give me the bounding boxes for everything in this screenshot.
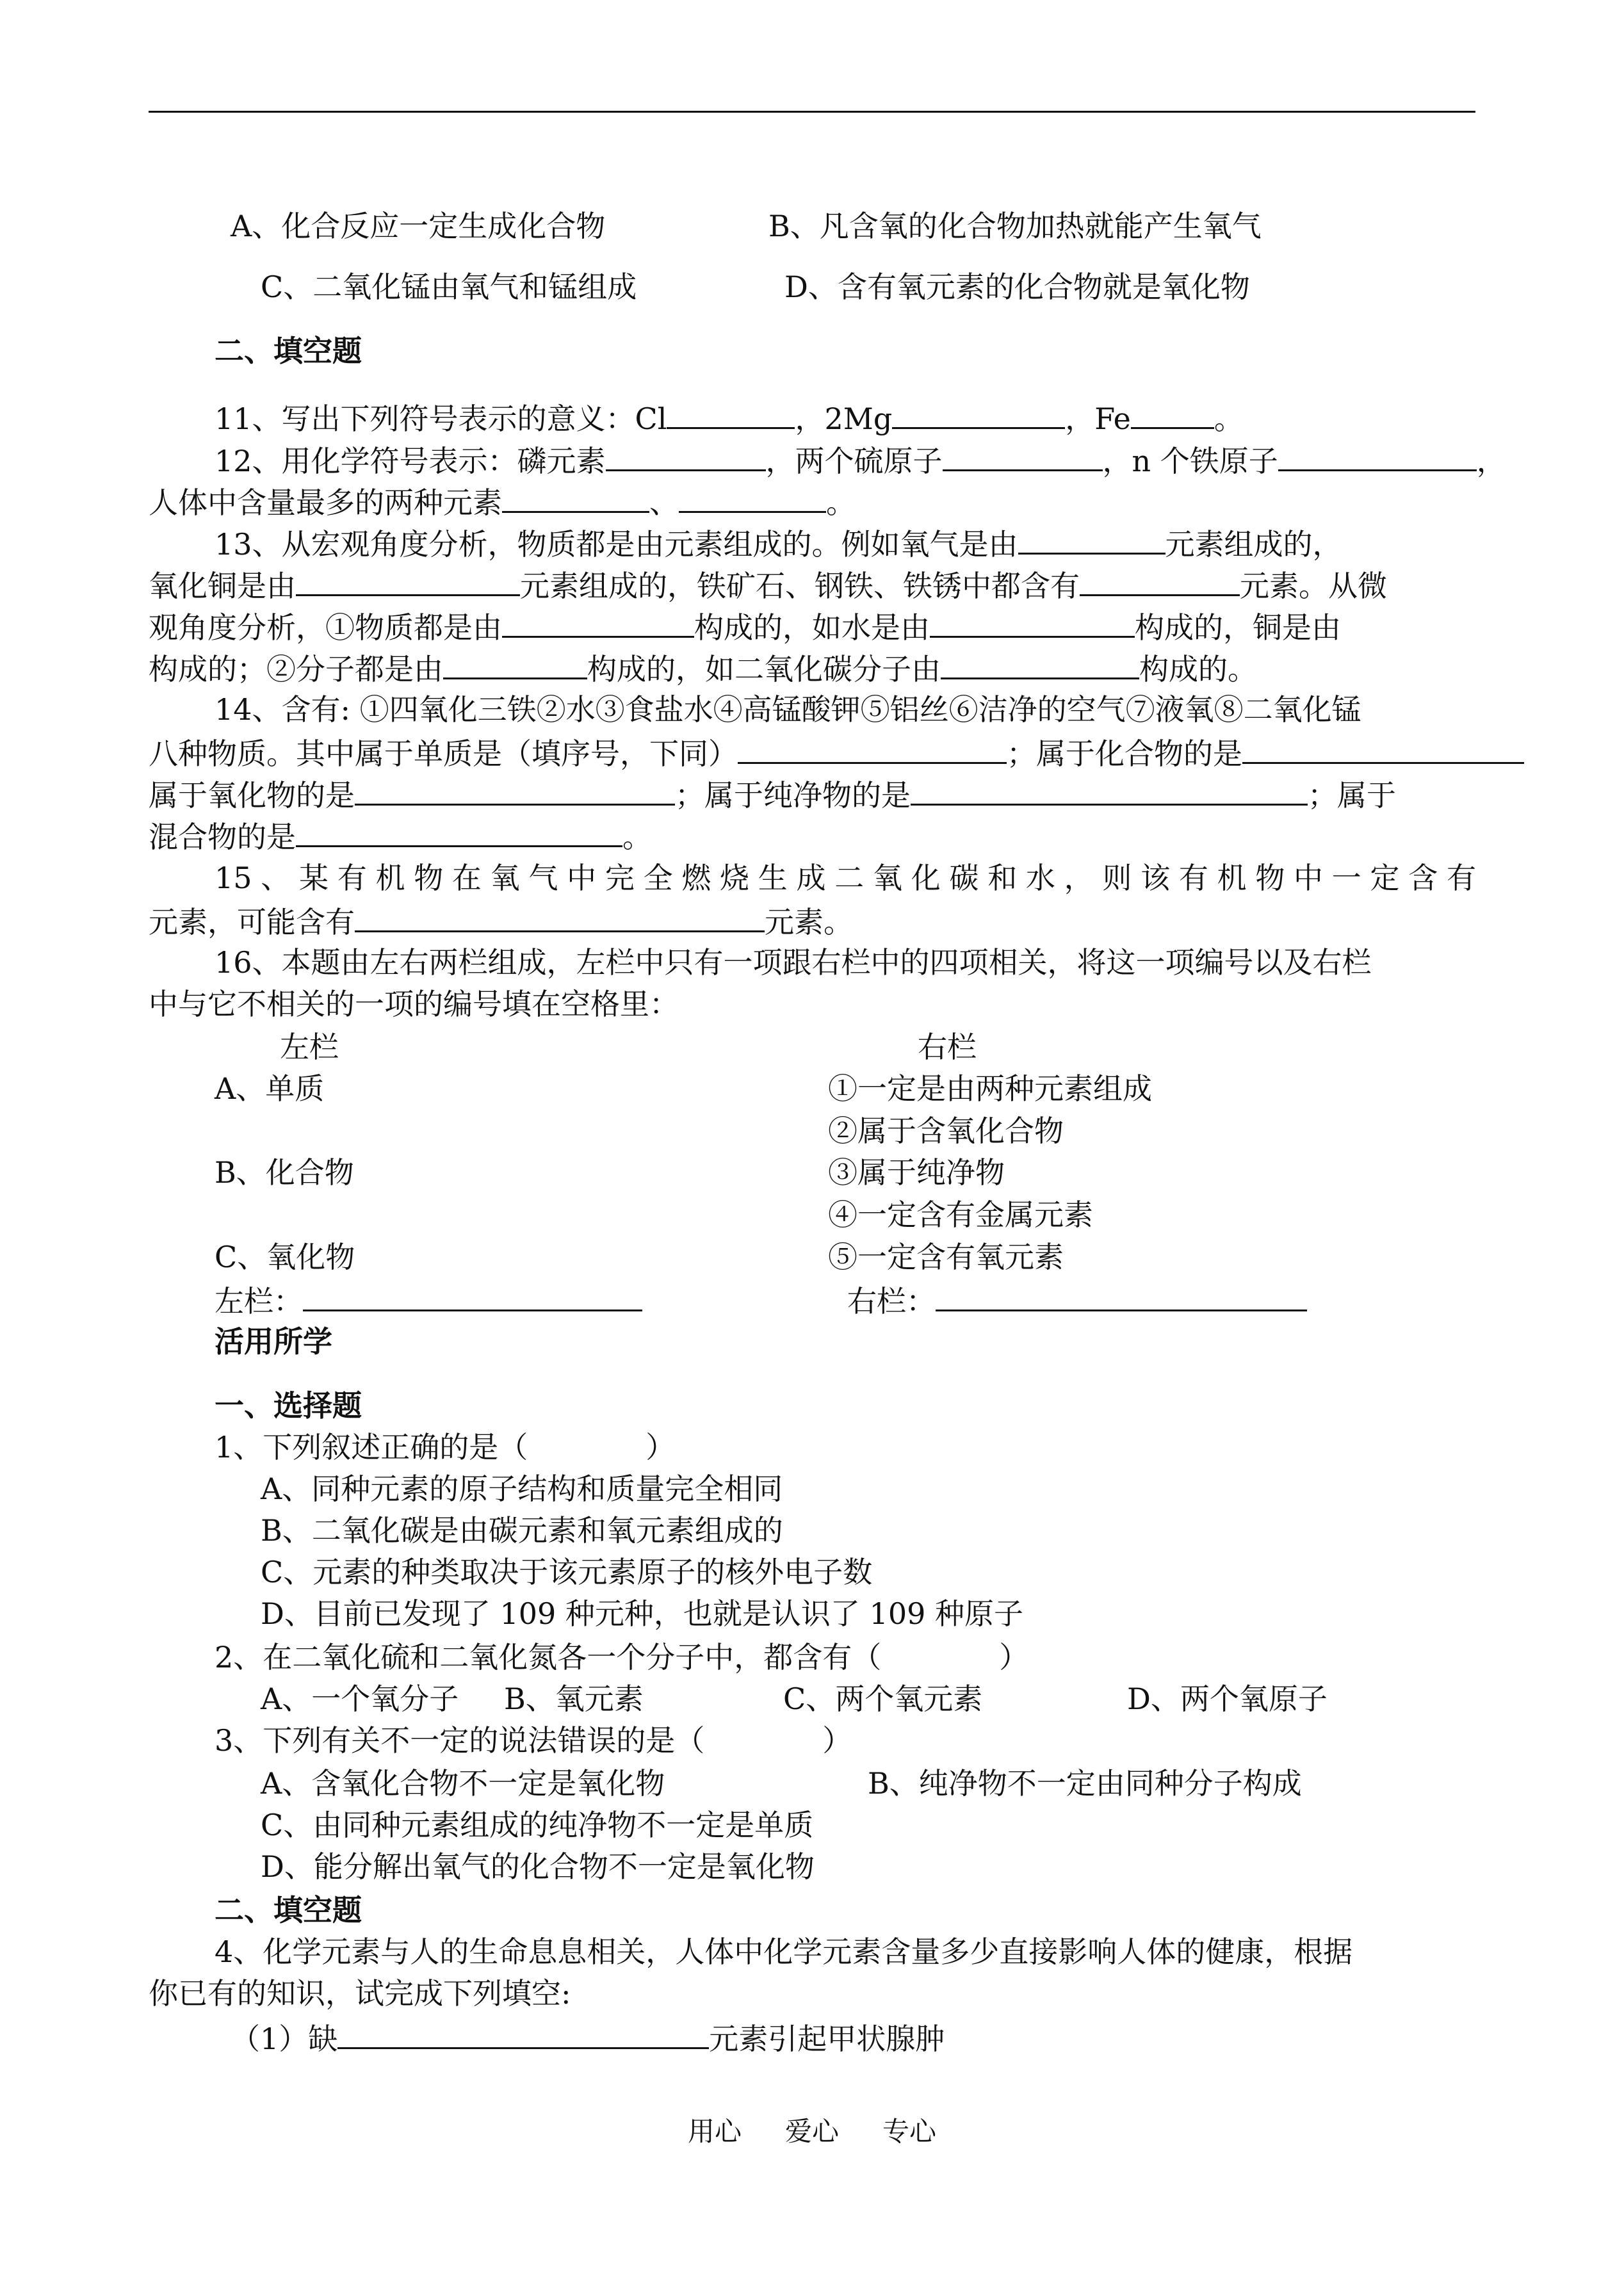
- q13-line-4: [149, 652, 1257, 684]
- c4-text-3a: （1）缺: [231, 2022, 338, 2056]
- footer-word: 爱心: [784, 2116, 839, 2147]
- q15-text-1: 15、某有机物在氧气中完全燃烧生成二氧化碳和水，则该有机物中一定含有: [215, 861, 1476, 895]
- q13-text-3a: 观角度分析，①物质都是由: [149, 610, 502, 645]
- c2-option-c: C、两个氧元素: [783, 1682, 983, 1716]
- q13-blank-6[interactable]: [443, 652, 587, 679]
- q13-text-3b: 构成的，如水是由: [694, 610, 930, 645]
- q13-blank-7[interactable]: [941, 652, 1139, 679]
- q14-text-3c: ；属于: [1308, 778, 1396, 813]
- c1-option-d: D、目前已发现了 109 种元种，也就是认识了 109 种原子: [261, 1596, 1023, 1631]
- q16-right-item: ③属于纯净物: [828, 1155, 1005, 1190]
- q16-left-answer: [215, 1284, 642, 1316]
- q14-blank-1[interactable]: [738, 736, 1007, 764]
- c4-line-3: [231, 2022, 945, 2054]
- q14-line-4: [149, 820, 652, 852]
- q14-text-3a: 属于氧化物的是: [149, 778, 355, 813]
- q16-left-answer-label: 左栏：: [215, 1284, 303, 1318]
- c3-option-d: D、能分解出氧气的化合物不一定是氧化物: [261, 1849, 815, 1884]
- q13-text-4b: 构成的，如二氧化碳分子由: [587, 652, 941, 686]
- c4-text-3b: 元素引起甲状腺肿: [709, 2022, 945, 2056]
- c4-blank-1[interactable]: [337, 2022, 709, 2049]
- c1-option-a: A、同种元素的原子结构和质量完全相同: [261, 1472, 783, 1506]
- header-rule: [149, 111, 1475, 113]
- q15-blank-1[interactable]: [355, 905, 765, 932]
- q16-right-item: ②属于含氧化合物: [828, 1114, 1064, 1148]
- q14-line-3: [149, 778, 1396, 813]
- q11-text-3: ，Fe: [1065, 401, 1131, 436]
- c3-stem: 3、下列有关不一定的说法错误的是（ ）: [215, 1723, 852, 1758]
- c4-line-1: 4、化学元素与人的生命息息相关，人体中化学元素含量多少直接影响人体的健康，根据: [215, 1934, 1353, 1969]
- q14-blank-5[interactable]: [296, 820, 622, 847]
- q14-line-2: [149, 736, 1524, 771]
- q14-blank-2[interactable]: [1242, 736, 1524, 764]
- q15-text-2a: 元素，可能含有: [149, 905, 355, 939]
- q12-blank-5[interactable]: [679, 485, 826, 513]
- q16-right-item: ④一定含有金属元素: [828, 1197, 1093, 1232]
- q13-text-2b: 元素组成的，铁矿石、钢铁、铁锈中都含有: [520, 569, 1080, 603]
- q14-text-2b: ；属于化合物的是: [1007, 736, 1242, 771]
- q16-left-item: A、单质: [215, 1071, 325, 1106]
- q13-text-3c: 构成的，铜是由: [1135, 610, 1341, 645]
- c1-option-c: C、元素的种类取决于该元素原子的核外电子数: [261, 1555, 873, 1589]
- q12-blank-1[interactable]: [606, 444, 766, 471]
- q13-text-2c: 元素。从微: [1240, 569, 1387, 603]
- q11-text-4: 。: [1214, 401, 1244, 436]
- q10-option-c: C、二氧化锰由氧气和锰组成: [261, 270, 637, 304]
- q16-line-2: 中与它不相关的一项的编号填在空格里：: [149, 987, 679, 1021]
- footer-word: 专心: [882, 2116, 937, 2147]
- q14-blank-3[interactable]: [355, 778, 675, 806]
- q13-line-3: [149, 610, 1341, 645]
- q16-right-item: ⑤一定含有氧元素: [828, 1240, 1064, 1274]
- q13-text-1a: 13、从宏观角度分析，物质都是由元素组成的。例如氧气是由: [215, 527, 1018, 562]
- section-heading-fill-blank: 二、填空题: [215, 334, 362, 368]
- q11-blank-2[interactable]: [892, 401, 1065, 429]
- q14-text-2a: 八种物质。其中属于单质是（填序号，下同）: [149, 736, 738, 771]
- q12-line-1: [215, 444, 1506, 476]
- q13-text-1b: 元素组成的，: [1165, 527, 1342, 562]
- q11-text-1: 11、写出下列符号表示的意义：Cl: [215, 401, 667, 436]
- q13-blank-4[interactable]: [502, 610, 694, 638]
- q16-right-header: 右栏: [918, 1030, 977, 1064]
- c2-option-d: D、两个氧原子: [1127, 1682, 1328, 1716]
- footer-word: 用心: [687, 2116, 742, 2147]
- q12-text-2: ，两个硫原子: [765, 444, 943, 478]
- q12-text-5: 人体中含量最多的两种元素: [149, 485, 502, 520]
- c3-option-c: C、由同种元素组成的纯净物不一定是单质: [261, 1808, 814, 1842]
- q10-option-d: D、含有氧元素的化合物就是氧化物: [784, 270, 1250, 304]
- section-heading-choice: 一、选择题: [215, 1388, 362, 1423]
- q12-text-1: 12、用化学符号表示：磷元素: [215, 444, 606, 478]
- q16-right-answer: [847, 1284, 1307, 1316]
- q11-blank-1[interactable]: [667, 401, 795, 429]
- q14-text-4a: 混合物的是: [149, 820, 296, 854]
- q10-option-a: A、化合反应一定生成化合物: [231, 209, 606, 243]
- c2-option-a: A、一个氧分子: [261, 1682, 459, 1716]
- q16-line-1: 16、本题由左右两栏组成，左栏中只有一项跟右栏中的四项相关，将这一项编号以及右栏: [215, 945, 1372, 980]
- q11-text-2: ，2Mg: [795, 401, 893, 436]
- section-heading-fill-blank-2: 二、填空题: [215, 1893, 362, 1927]
- q12-text-3: ，n 个铁原子: [1102, 444, 1278, 478]
- q14-line-1: 14、含有: ①四氧化三铁②水③食盐水④高锰酸钾⑤铝丝⑥洁净的空气⑦液氧⑧二氧化锰: [215, 692, 1361, 727]
- c1-option-b: B、二氧化碳是由碳元素和氧元素组成的: [261, 1513, 783, 1548]
- q13-line-1: [215, 527, 1342, 562]
- q16-left-header: 左栏: [280, 1030, 339, 1064]
- c3-option-b: B、纯净物不一定由同种分子构成: [868, 1766, 1302, 1801]
- c2-option-b: B、氧元素: [504, 1682, 644, 1716]
- c4-line-2: 你已有的知识，试完成下列填空:: [149, 1976, 571, 2011]
- q12-blank-2[interactable]: [943, 444, 1103, 471]
- q16-right-item: ①一定是由两种元素组成: [828, 1071, 1152, 1106]
- q14-text-4b: 。: [622, 820, 652, 854]
- q12-blank-3[interactable]: [1278, 444, 1477, 471]
- q12-text-6: 、: [649, 485, 679, 520]
- q13-text-4a: 构成的；②分子都是由: [149, 652, 443, 686]
- q11-line: [215, 401, 1244, 434]
- q14-blank-4[interactable]: [911, 778, 1308, 806]
- q15-text-2b: 元素。: [765, 905, 853, 939]
- q16-right-answer-blank[interactable]: [936, 1284, 1307, 1311]
- c2-stem: 2、在二氧化硫和二氧化氮各一个分子中，都含有（ ）: [215, 1640, 1029, 1675]
- q16-left-item: B、化合物: [215, 1155, 354, 1190]
- q12-line-2: [149, 485, 856, 520]
- q13-blank-2[interactable]: [296, 569, 520, 596]
- c1-stem: 1、下列叙述正确的是（ ）: [215, 1430, 676, 1464]
- q12-text-4: ，: [1476, 444, 1506, 478]
- q12-text-7: 。: [826, 485, 856, 520]
- q16-left-item: C、氧化物: [215, 1240, 355, 1274]
- q13-text-2a: 氧化铜是由: [149, 569, 296, 603]
- q13-blank-1[interactable]: [1018, 527, 1165, 555]
- q16-left-answer-blank[interactable]: [303, 1284, 642, 1311]
- q15-line-1: [215, 863, 1476, 893]
- q13-text-4c: 构成的。: [1139, 652, 1257, 686]
- q16-right-answer-label: 右栏：: [847, 1284, 936, 1318]
- q10-option-b: B、凡含氧的化合物加热就能产生氧气: [768, 209, 1262, 243]
- apply-section-title: 活用所学: [215, 1324, 332, 1359]
- q12-blank-4[interactable]: [502, 485, 649, 513]
- q14-text-3b: ；属于纯净物的是: [675, 778, 911, 813]
- q13-blank-5[interactable]: [930, 610, 1135, 638]
- c3-option-a: A、含氧化合物不一定是氧化物: [261, 1766, 665, 1801]
- q13-blank-3[interactable]: [1080, 569, 1240, 596]
- page-footer: [0, 2118, 1624, 2145]
- q11-blank-3[interactable]: [1131, 401, 1214, 429]
- q13-line-2: [149, 569, 1387, 601]
- q15-line-2: [149, 905, 853, 937]
